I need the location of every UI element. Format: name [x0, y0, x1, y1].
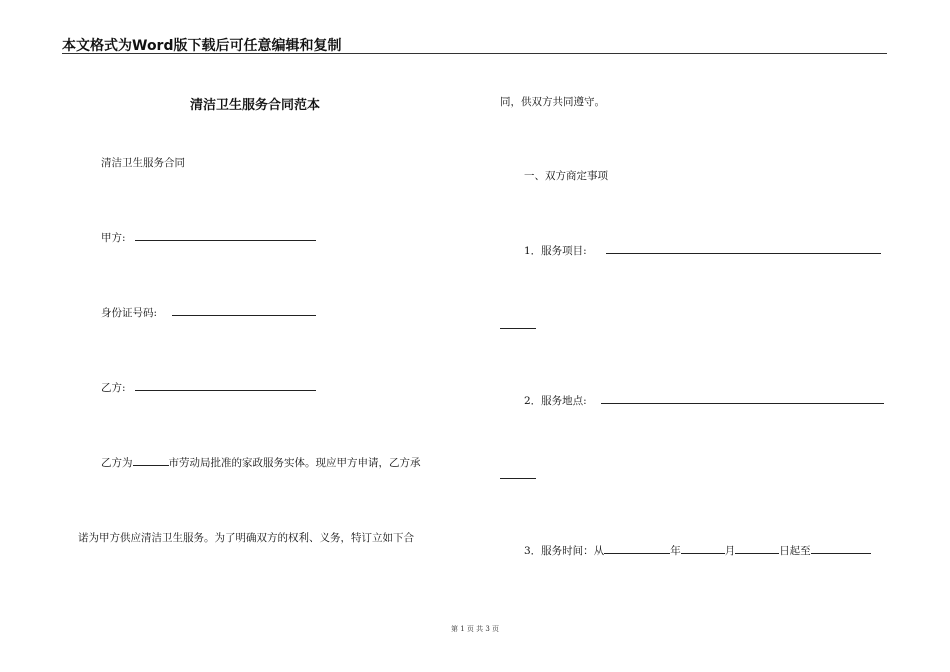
service-item-blank-continued [500, 328, 536, 329]
header-divider [62, 53, 887, 54]
contract-name: 清洁卫生服务合同 [101, 157, 185, 169]
service-location-label: 2．服务地点: [524, 395, 587, 407]
party-b-blank [135, 390, 316, 391]
id-number-blank [172, 315, 316, 316]
service-item-label: 1．服务项目: [524, 245, 587, 257]
year-label: 年 [670, 545, 681, 557]
month-label: 月 [724, 545, 736, 557]
service-item-blank [606, 253, 881, 254]
section-1-heading: 一、双方商定事项 [524, 170, 608, 182]
service-time-line [524, 543, 871, 558]
day-label: 日起至 [779, 545, 811, 557]
agency-blank [133, 455, 169, 466]
document-header: 本文格式为Word版下载后可任意编辑和复制 [62, 38, 342, 54]
service-location-blank-continued [500, 478, 536, 479]
start-year-blank [604, 543, 670, 554]
paragraph-line-1 [101, 455, 421, 470]
paragraph-suffix: 市劳动局批准的家政服务实体。现应甲方申请，乙方承 [168, 457, 421, 469]
paragraph-continuation: 同，供双方共同遵守。 [500, 96, 605, 108]
start-day-blank [735, 543, 779, 554]
paragraph-prefix: 乙方为 [101, 457, 133, 469]
party-b-label: 乙方: [101, 382, 126, 394]
id-number-label: 身份证号码: [101, 307, 158, 319]
start-month-blank [681, 543, 725, 554]
service-time-label: 3．服务时间：从 [524, 545, 605, 557]
paragraph-line-2: 诺为甲方供应清洁卫生服务。为了明确双方的权利、义务，特订立如下合 [78, 532, 414, 544]
document-title: 清洁卫生服务合同范本 [190, 98, 321, 113]
page-footer: 第 1 页 共 3 页 [450, 625, 500, 633]
service-location-blank [601, 403, 884, 404]
party-a-label: 甲方: [101, 232, 126, 244]
end-date-blank [811, 543, 871, 554]
party-a-blank [135, 240, 316, 241]
